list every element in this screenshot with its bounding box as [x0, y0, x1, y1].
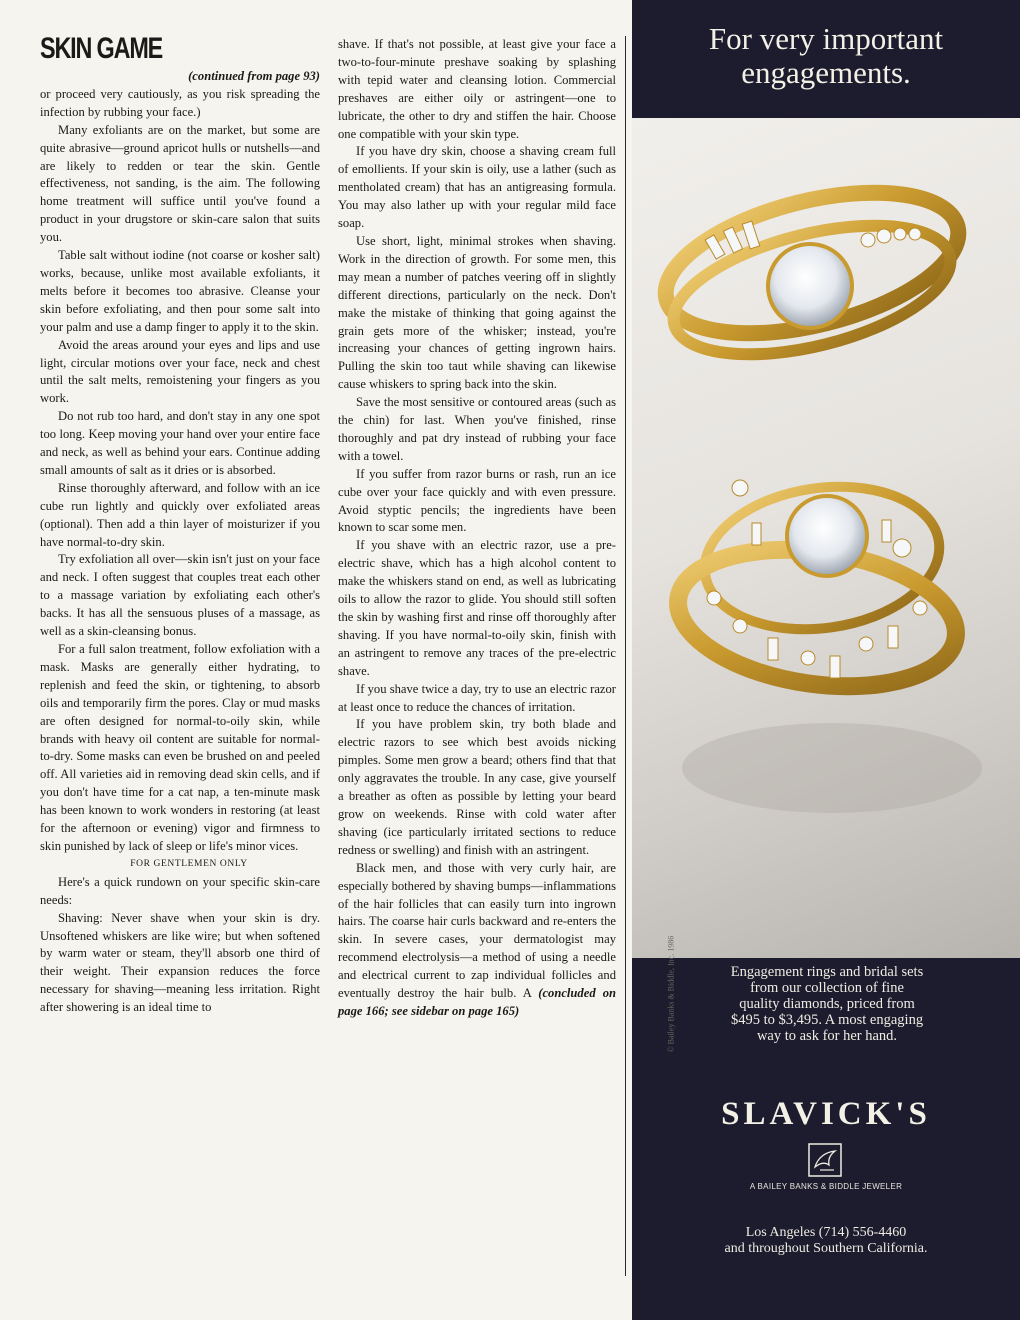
paragraph [338, 860, 616, 1021]
ring-bottom [669, 472, 965, 703]
paragraph: or proceed very cautiously, as you risk spreading the infection by rubbing your face.) [40, 86, 320, 119]
article-headline: SKIN GAME [40, 32, 163, 65]
rings-illustration [632, 118, 1020, 958]
paragraph: If you shave with an electric razor, use a pre-electric shave, which has a high alcohol content to make the whiskers stand on end, as well as lubricating oils to allow the razor to glide. You should still soften the skin by washing first and rinse off thoroughly after shaving. If you have normal-to-oily skin, finish with an astringent to remove any traces of the pre-electric shave. [338, 538, 616, 678]
paragraph: shave. If that's not possible, at least give your face a two-to-four-minute preshave soaking by splashing with tepid water and cleansing lotion. Commercial preshaves are either oily or astringent—one to lubricate, the other to dry and stiffen the hair. Choose one compatible with your skin type. [338, 37, 616, 141]
ad-body-line: way to ask for her hand. [756, 1028, 898, 1044]
brand-tagline: A BAILEY BANKS & BIDDLE JEWELER [749, 1182, 903, 1191]
paragraph: Here's a quick rundown on your specific skin-care needs: [40, 874, 320, 907]
paragraph: Try exfoliation all over—skin isn't just on your face and neck. I often suggest that couples treat each other to a massage variation by exfoliating each other's backs. It has all the sensuous pluses of a massage, as well as a skin-cleansing bonus. [40, 552, 320, 639]
paragraph: If you suffer from razor burns or rash, run an ice cube over your face quickly and with even pressure. Avoid styptic pencils; the ingredients have been known to scar some men. [338, 466, 616, 535]
paragraph: If you have dry skin, choose a shaving cream full of emollients. If your skin is oily, use a lather (such as mentholated cream) that has an antigreasing formula. You may also lather up with your regular mild face soap. [338, 144, 616, 231]
paragraph: Use short, light, minimal strokes when shaving. Work in the direction of growth. For some men, this may mean a number of patches veering off in slightly different directions, particularly on the neck. Don't make the mistake of thinking that going against the grain gets more of the whisker; instead, you're increasing your chances of getting ingrown hairs. Pulling the skin too taut while shaving can likewise cause whiskers to spring back into the skin. [338, 233, 616, 392]
column-divider [625, 36, 626, 1276]
ad-body-line: $495 to $3,495. A most engaging [730, 1012, 924, 1028]
continued-note: (continued from page 93) [188, 69, 320, 83]
ad-headline-line: For very important [708, 21, 944, 56]
jewelry-advertisement [632, 0, 1020, 1320]
paragraph: Rinse thoroughly afterward, and follow with an ice cube run lightly and quickly over exfoliated areas (optional). Then add a thin layer of moisturizer if you have normal-to-dry skin. [40, 480, 320, 549]
photo-credit [661, 898, 676, 1058]
paragraph: Avoid the areas around your eyes and lips and use light, circular motions over your face, neck and chest until the salt melts, remoistening your fingers as you work. [40, 337, 320, 406]
paragraph: Table salt without iodine (not coarse or kosher salt) works, because, unlike most available exfoliants, it melts before it becomes too abrasive. Cleanse your skin before exfoliating, and then pour some salt into your palm and use a damp finger to apply it to the skin. [40, 248, 320, 334]
concluded-note: (concluded on page 166; see sidebar on page 165) [338, 986, 616, 1018]
shadow [682, 723, 982, 813]
ad-body-copy [696, 964, 958, 1044]
brand-logo: SLAVICK'S [721, 1096, 931, 1132]
paragraph: Save the most sensitive or contoured areas (such as the chin) for last. When you've finished, rinse thoroughly and pat dry instead of rubbing your face with a towel. [338, 395, 616, 463]
paragraph: Shaving: Never shave when your skin is dry. Unsoftened whiskers are like wire; but when softened by warm water or steam, they'll absorb one third of their weight. Their expansion reduces the force necessary for shaving—meaning less irritation. Right after showering is an ideal time to [40, 910, 320, 1015]
article-column-1 [40, 32, 320, 1017]
paragraph: For a full salon treatment, follow exfoliation with a mask. Masks are generally either hydrating, to replenish and feed the skin, or tightening, to absorb oils and temporarily firm the pores. Clay or mud masks are often designed for normal-to-oily skin, while brands with heavy oil content are suitable for normal-to-dry. Some masks can even be brushed on and peeled off. All varieties aid in removing dead skin cells, and if you don't have time for a cat nap, a ten-minute mask has been known to work wonders in restoring (at least for the afternoon or evening) vigor and firmness to skin punished by lack of sleep or life's minor vices. [40, 642, 320, 853]
paragraph: If you have problem skin, try both blade and electric razors to see which best avoids nicking pimples. Some men grow a beard; others find that that only aggravates the trouble. In any case, give yourself a breather as often as possible by letting your beard grow on weekends. Rinse with cold water after shaving (ice particularly irritated sections to reduce redness or swelling) and finish with an astringent. [338, 717, 616, 857]
paragraph: Do not rub too hard, and don't stay in any one spot too long. Keep moving your hand over your entire face and neck, as well as behind your ears. Continue adding small amounts of salt as it dries or is absorbed. [40, 409, 320, 477]
ad-body-line: quality diamonds, priced from [739, 996, 915, 1012]
paragraph: If you shave twice a day, try to use an electric razor at least once to reduce the chances of irritation. [338, 681, 616, 714]
ad-headline [632, 22, 1020, 90]
contact-line: Los Angeles (714) 556-4460 [745, 1225, 907, 1240]
ad-body-line: from our collection of fine [750, 980, 904, 996]
contact-line: and throughout Southern California. [724, 1241, 928, 1256]
emblem-icon [808, 1143, 842, 1177]
ad-body-line: Engagement rings and bridal sets [730, 964, 924, 980]
ad-headline-line: engagements. [741, 55, 911, 90]
article-column-2 [338, 36, 616, 1021]
ad-contact [632, 1225, 1020, 1257]
paragraph-text: Black men, and those with very curly hair, are especially bothered by shaving bumps—inflammations of the hair follicles that can easily turn into ingrown hairs. The coarse hair curls backward and re-enters the skin. In severe cases, your dermatologist may recommend electrolysis—a method of using a needle and electrical current to zap individual follicles and eventually destroy the hair bulb. A [338, 860, 616, 1001]
photo-credit-text: © Bailey Banks & Biddle, Inc. 1986 [666, 935, 676, 1053]
paragraph: Many exfoliants are on the market, but some are quite abrasive—ground apricot hulls or nutshells—and are likely to redden or tear the skin. Gentle effectiveness, not sanding, is the aim. The following home treatment will suffice until you've found a product in your drugstore or skin-care salon that suits you. [40, 122, 320, 245]
ring-top [651, 167, 972, 379]
section-subhead: FOR GENTLEMEN ONLY [130, 858, 248, 869]
